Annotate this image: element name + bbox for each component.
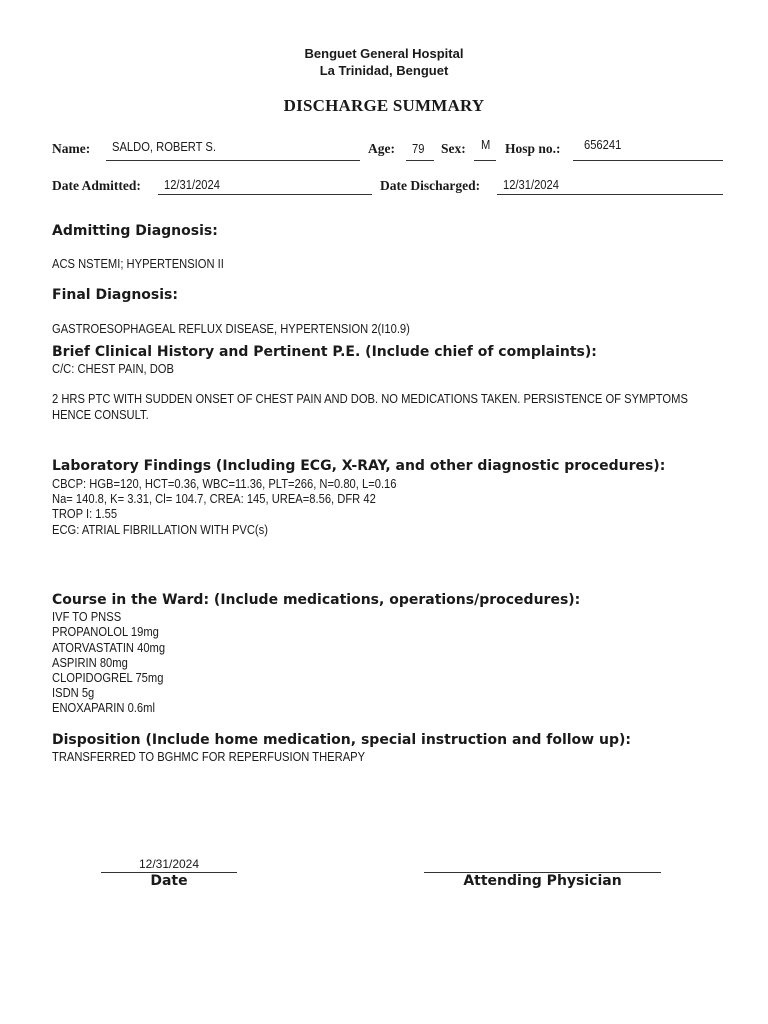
disposition-heading: Disposition (Include home medication, special instruction and follow up): bbox=[52, 732, 631, 748]
signature-date-value: 12/31/2024 bbox=[138, 857, 200, 871]
medication-line: IVF TO PNSS bbox=[52, 609, 122, 624]
name-label: Name: bbox=[52, 141, 91, 156]
date-discharged-value: 12/31/2024 bbox=[503, 177, 559, 192]
medication-line: ISDN 5g bbox=[52, 685, 95, 700]
date-admitted-underline bbox=[158, 194, 372, 195]
laboratory-heading: Laboratory Findings (Including ECG, X-RAY, and other diagnostic procedures): bbox=[52, 458, 666, 474]
medication-line: PROPANOLOL 19mg bbox=[52, 624, 159, 639]
lab-line: Na= 140.8, K= 3.31, Cl= 104.7, CREA: 145, UREA=8.56, DFR 42 bbox=[52, 491, 376, 506]
medication-line: CLOPIDOGREL 75mg bbox=[52, 670, 164, 685]
medication-line: ENOXAPARIN 0.6ml bbox=[52, 700, 155, 715]
hospital-location: La Trinidad, Benguet bbox=[319, 63, 449, 78]
date-discharged-label: Date Discharged: bbox=[380, 178, 481, 193]
document-title: DISCHARGE SUMMARY bbox=[283, 96, 485, 115]
date-discharged-underline bbox=[497, 194, 723, 195]
age-value: 79 bbox=[412, 141, 425, 156]
chief-complaint-text: C/C: CHEST PAIN, DOB bbox=[52, 361, 174, 376]
final-diagnosis-text: GASTROESOPHAGEAL REFLUX DISEASE, HYPERTENSION 2(I10.9) bbox=[52, 321, 410, 336]
age-label: Age: bbox=[368, 141, 395, 156]
clinical-history-heading: Brief Clinical History and Pertinent P.E. (Include chief of complaints): bbox=[52, 344, 597, 360]
lab-line: TROP I: 1.55 bbox=[52, 506, 118, 521]
medication-line: ATORVASTATIN 40mg bbox=[52, 640, 166, 655]
sex-underline bbox=[474, 160, 496, 161]
course-in-ward-heading: Course in the Ward: (Include medications, operations/procedures): bbox=[52, 592, 581, 608]
attending-physician-label: Attending Physician bbox=[463, 873, 622, 889]
medication-line: ASPIRIN 80mg bbox=[52, 655, 128, 670]
date-label: Date bbox=[150, 873, 188, 889]
patient-name-value: SALDO, ROBERT S. bbox=[112, 139, 216, 154]
lab-line: ECG: ATRIAL FIBRILLATION WITH PVC(s) bbox=[52, 522, 268, 537]
name-underline bbox=[106, 160, 360, 161]
age-underline bbox=[406, 160, 434, 161]
hosp-no-value: 656241 bbox=[584, 137, 622, 152]
hospital-name: Benguet General Hospital bbox=[304, 46, 464, 61]
date-admitted-value: 12/31/2024 bbox=[164, 177, 220, 192]
sex-label: Sex: bbox=[441, 141, 466, 156]
admitting-diagnosis-text: ACS NSTEMI; HYPERTENSION II bbox=[52, 256, 224, 271]
history-text-line-2: HENCE CONSULT. bbox=[52, 407, 149, 422]
disposition-text: TRANSFERRED TO BGHMC FOR REPERFUSION THERAPY bbox=[52, 749, 366, 764]
history-text-line-1: 2 HRS PTC WITH SUDDEN ONSET OF CHEST PAIN AND DOB. NO MEDICATIONS TAKEN. PERSISTENCE OF SYMPTOMS bbox=[52, 391, 688, 406]
final-diagnosis-heading: Final Diagnosis: bbox=[52, 287, 178, 303]
hosp-no-underline bbox=[573, 160, 723, 161]
lab-line: CBCP: HGB=120, HCT=0.36, WBC=11.36, PLT=266, N=0.80, L=0.16 bbox=[52, 476, 397, 491]
hosp-no-label: Hosp no.: bbox=[505, 141, 561, 156]
sex-value: M bbox=[481, 137, 491, 152]
admitting-diagnosis-heading: Admitting Diagnosis: bbox=[52, 223, 218, 239]
date-admitted-label: Date Admitted: bbox=[52, 178, 141, 193]
